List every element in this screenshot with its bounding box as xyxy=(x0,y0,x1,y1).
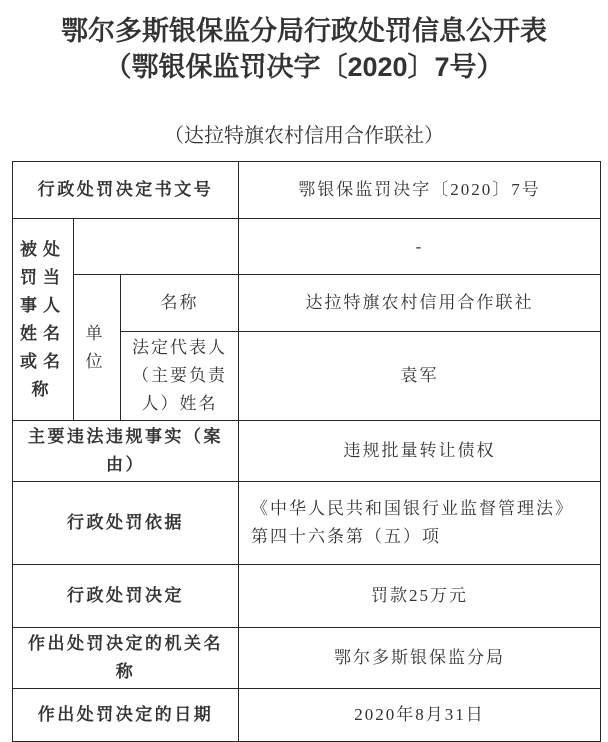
table-row-penalty-basis xyxy=(13,482,601,565)
penalty-basis-value: 《中华人民共和国银行业监督管理法》第四十六条第（五）项 xyxy=(239,482,601,565)
unit-label: 单位 xyxy=(74,275,121,421)
party-individual-value: - xyxy=(239,219,601,275)
document-number-value: 鄂银保监罚决字〔2020〕7号 xyxy=(239,162,601,219)
legal-representative-value: 袁军 xyxy=(239,332,601,421)
party-name-label: 被处罚当事人姓名或名称 xyxy=(13,219,74,421)
decision-date-label: 作出处罚决定的日期 xyxy=(13,689,239,742)
unit-name-label: 名称 xyxy=(121,275,239,332)
penalty-info-table xyxy=(12,161,601,742)
table-row-penalty-decision xyxy=(13,565,601,628)
penalty-decision-value: 罚款25万元 xyxy=(239,565,601,628)
violation-facts-label: 主要违法违规事实（案由） xyxy=(13,421,239,482)
table-row-party-individual xyxy=(13,219,601,275)
document-title-line1: 鄂尔多斯银保监分局行政处罚信息公开表 xyxy=(61,16,547,46)
violation-facts-value: 违规批量转让债权 xyxy=(239,421,601,482)
unit-name-value: 达拉特旗农村信用合作联社 xyxy=(239,275,601,332)
table-row-deciding-authority xyxy=(13,628,601,689)
decision-date-value: 2020年8月31日 xyxy=(239,689,601,742)
document-title xyxy=(0,0,608,85)
document-title-line2: （鄂银保监罚决字〔2020〕7号） xyxy=(104,52,504,82)
deciding-authority-value: 鄂尔多斯银保监分局 xyxy=(239,628,601,689)
penalty-decision-label: 行政处罚决定 xyxy=(13,565,239,628)
table-row-document-number xyxy=(13,162,601,219)
table-row-violation-facts xyxy=(13,421,601,482)
penalty-basis-label: 行政处罚依据 xyxy=(13,482,239,565)
party-individual-empty-cell xyxy=(74,219,239,275)
table-row-unit-name xyxy=(13,275,601,332)
table-row-decision-date xyxy=(13,689,601,742)
legal-representative-label: 法定代表人（主要负责人）姓名 xyxy=(121,332,239,421)
document-number-label: 行政处罚决定书文号 xyxy=(13,162,239,219)
document-subtitle: （达拉特旗农村信用合作联社） xyxy=(164,125,444,147)
deciding-authority-label: 作出处罚决定的机关名称 xyxy=(13,628,239,689)
